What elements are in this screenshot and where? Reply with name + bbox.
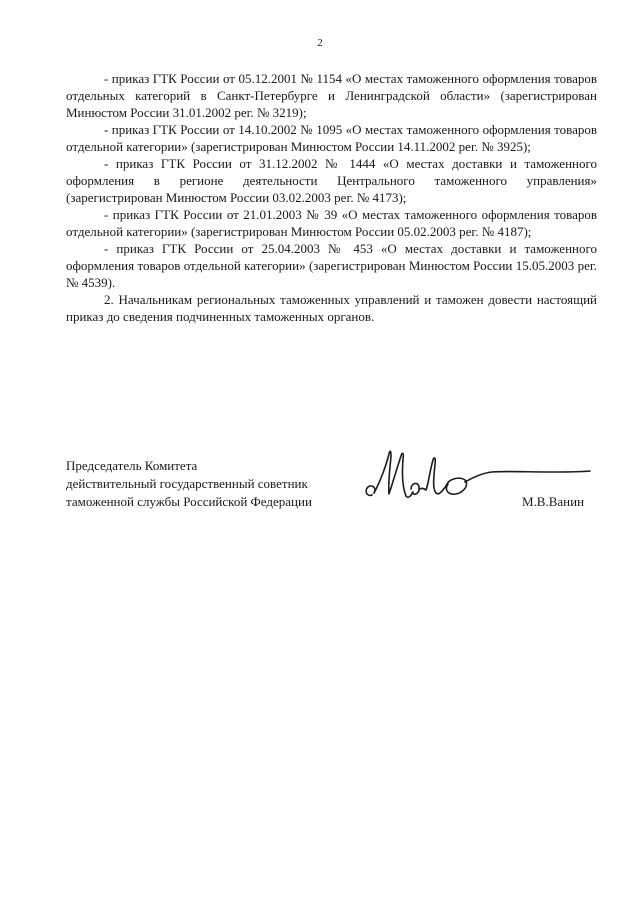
signatory-title-line-3: таможенной службы Российской Федерации: [66, 494, 312, 509]
signer-name: М.В.Ванин: [522, 494, 585, 509]
order-item-453: - приказ ГТК России от 25.04.2003 № 453 «О местах доставки и таможенного оформления товаров отдельной категории» (зарегистрирован Минюстом России 15.05.2003 рег. № 4539).: [66, 241, 597, 290]
order-item-39: - приказ ГТК России от 21.01.2003 № 39 «О местах таможенного оформления товаров отдельной категории» (зарегистрирован Минюстом России 05.02.2003 рег. № 4187);: [66, 207, 597, 239]
order-item-1095: - приказ ГТК России от 14.10.2002 № 1095 «О местах таможенного оформления товаров отдельной категории» (зарегистрирован Минюстом России 14.11.2002 рег. № 3925);: [66, 122, 597, 154]
instruction-paragraph-2: 2. Начальникам региональных таможенных управлений и таможен довести настоящий приказ до сведения подчиненных таможенных органов.: [66, 292, 597, 324]
signatory-title-line-1: Председатель Комитета: [66, 458, 198, 473]
signatory-title: [66, 457, 366, 511]
order-item-1444: - приказ ГТК России от 31.12.2002 № 1444 «О местах доставки и таможенного оформления в регионе деятельности Центрального таможенного управления» (зарегистрирован Минюстом России 03.02.2003 рег. № 4173);: [66, 156, 597, 205]
page-number: 2: [317, 37, 323, 49]
order-item-1154: - приказ ГТК России от 05.12.2001 № 1154 «О местах таможенного оформления товаров отдельных категорий в Санкт-Петербурге и Ленинградской области» (зарегистрирован Минюстом России 31.01.2002 рег. № 3219);: [66, 71, 597, 120]
document-body: [66, 70, 597, 325]
signatory-title-line-2: действительный государственный советник: [66, 476, 308, 491]
